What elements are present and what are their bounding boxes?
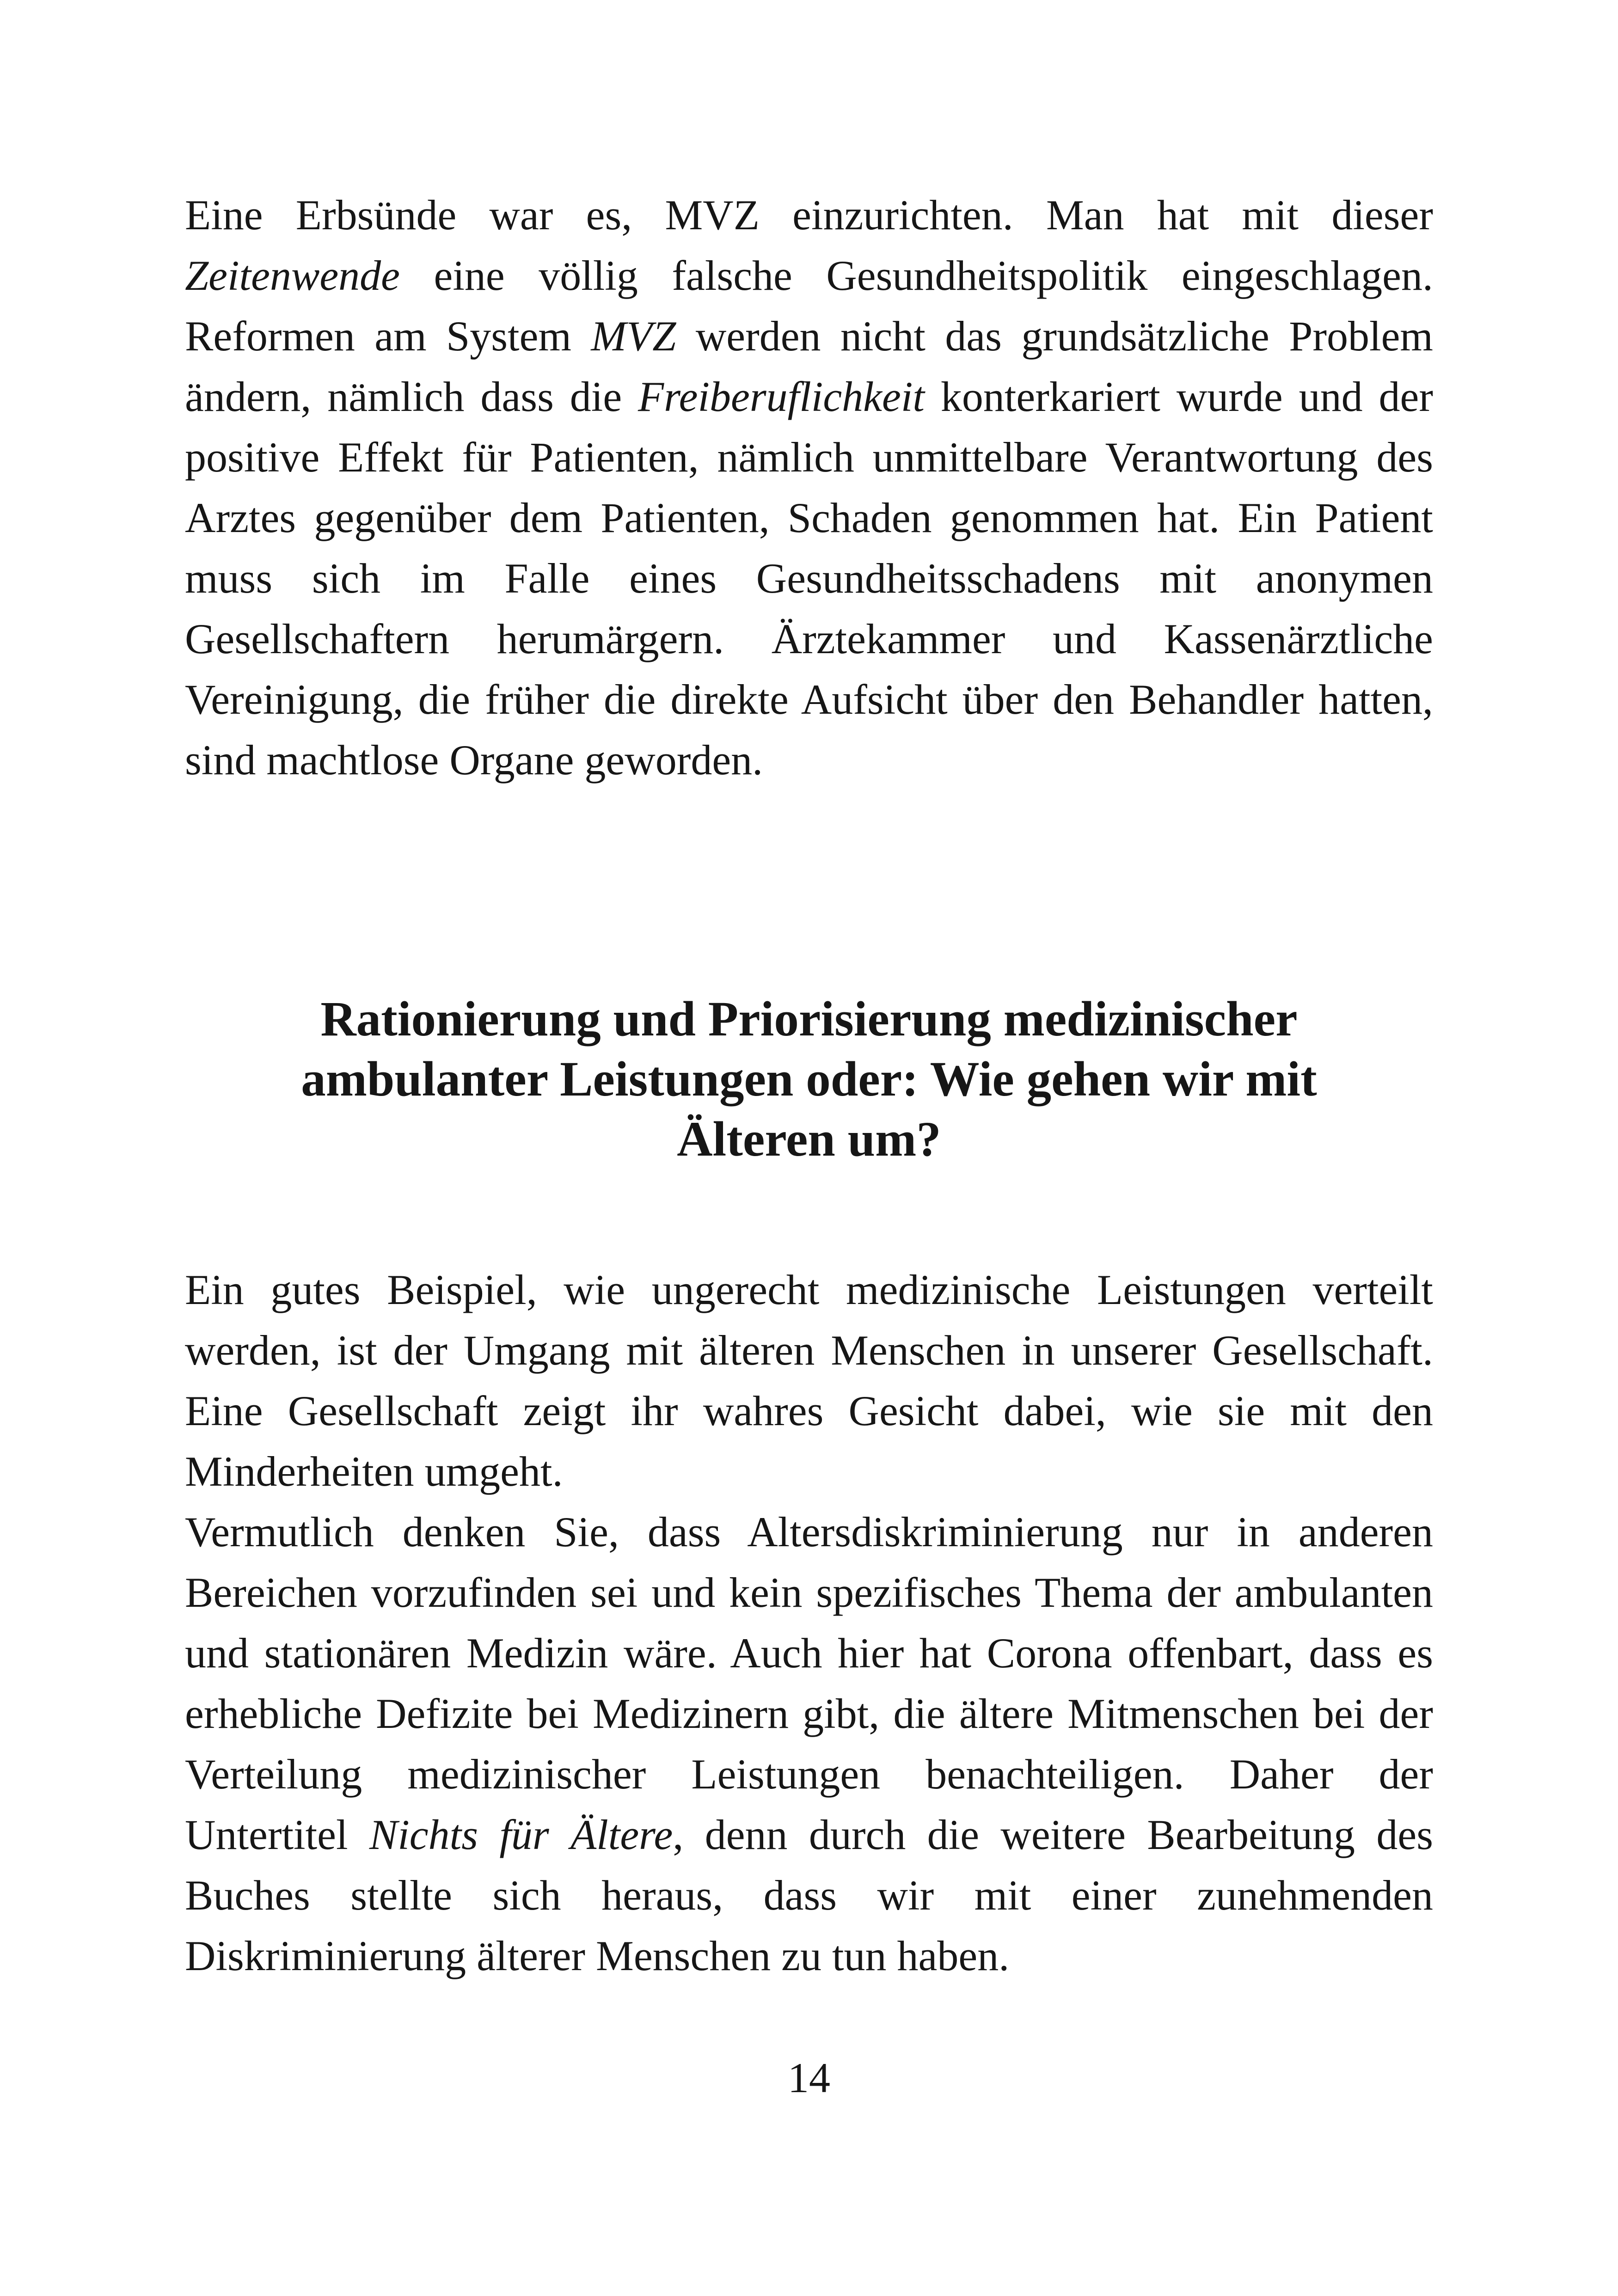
section-heading-line-1: Rationierung und Priorisierung medizinischer <box>320 992 1298 1047</box>
document-page <box>185 185 1433 1986</box>
paragraph-example <box>185 1260 1433 1502</box>
paragraph-example-text: Ein gutes Beispiel, wie ungerecht medizinische Leistungen verteilt werden, ist der Umgang mit älteren Menschen in unserer Gesellschaft. Eine Gesellschaft zeigt ihr wahres Gesicht dabei, wie sie mit den Minderheiten umgeht. <box>185 1266 1433 1495</box>
paragraph-mvz-text-2: eine völlig falsche Gesundheitspolitik eingeschlagen. Reformen am System <box>185 252 1433 360</box>
paragraph-age-discrimination-text-2: , denn durch die weitere Bearbeitung des Buches stellte sich heraus, dass wir mit einer zunehmenden Diskriminierung älterer Menschen zu tun haben. <box>185 1811 1433 1979</box>
term-zeitenwende: Zeitenwende <box>185 252 400 299</box>
subtitle-reference: Nichts für Ältere <box>369 1811 673 1858</box>
term-mvz: MVZ <box>591 312 676 360</box>
section-heading-line-3: Älteren um? <box>677 1112 941 1167</box>
paragraph-mvz <box>185 185 1433 790</box>
paragraph-mvz-text-1: Eine Erbsünde war es, MVZ einzurichten. Man hat mit dieser <box>185 191 1433 239</box>
term-freiberuflichkeit: Freiberuflichkeit <box>638 373 925 420</box>
section-heading-line-2: ambulanter Leistungen oder: Wie gehen wir mit <box>301 1052 1317 1107</box>
paragraph-age-discrimination-text-1: Vermutlich denken Sie, dass Altersdiskriminierung nur in anderen Bereichen vorzufinden sei und kein spezifisches Thema der ambulanten und stationären Medizin wäre. Auch hier hat Corona offenbart, dass es erhebliche Defizite bei Medizinern gibt, die ältere Mitmenschen bei der Verteilung medizinischer Leistungen benachteiligen. Daher der Untertitel <box>185 1508 1433 1858</box>
paragraph-mvz-text-4: konterkariert wurde und der positive Effekt für Patienten, nämlich unmittelbare Verantwortung des Arztes gegenüber dem Patienten, Schaden genommen hat. Ein Patient muss sich im Falle eines Gesundheitsschadens mit anonymen Gesellschaftern herumärgern. Ärztekammer und Kassenärztliche Vereinigung, die früher die direkte Aufsicht über den Behandler hatten, sind machtlose Organe geworden. <box>185 373 1433 784</box>
paragraph-age-discrimination <box>185 1502 1433 1986</box>
paragraph-mvz-text-3: werden nicht das grundsätzliche Problem ändern, nämlich dass die <box>185 312 1433 420</box>
section-heading <box>185 989 1433 1169</box>
page-number: 14 <box>788 2054 830 2101</box>
